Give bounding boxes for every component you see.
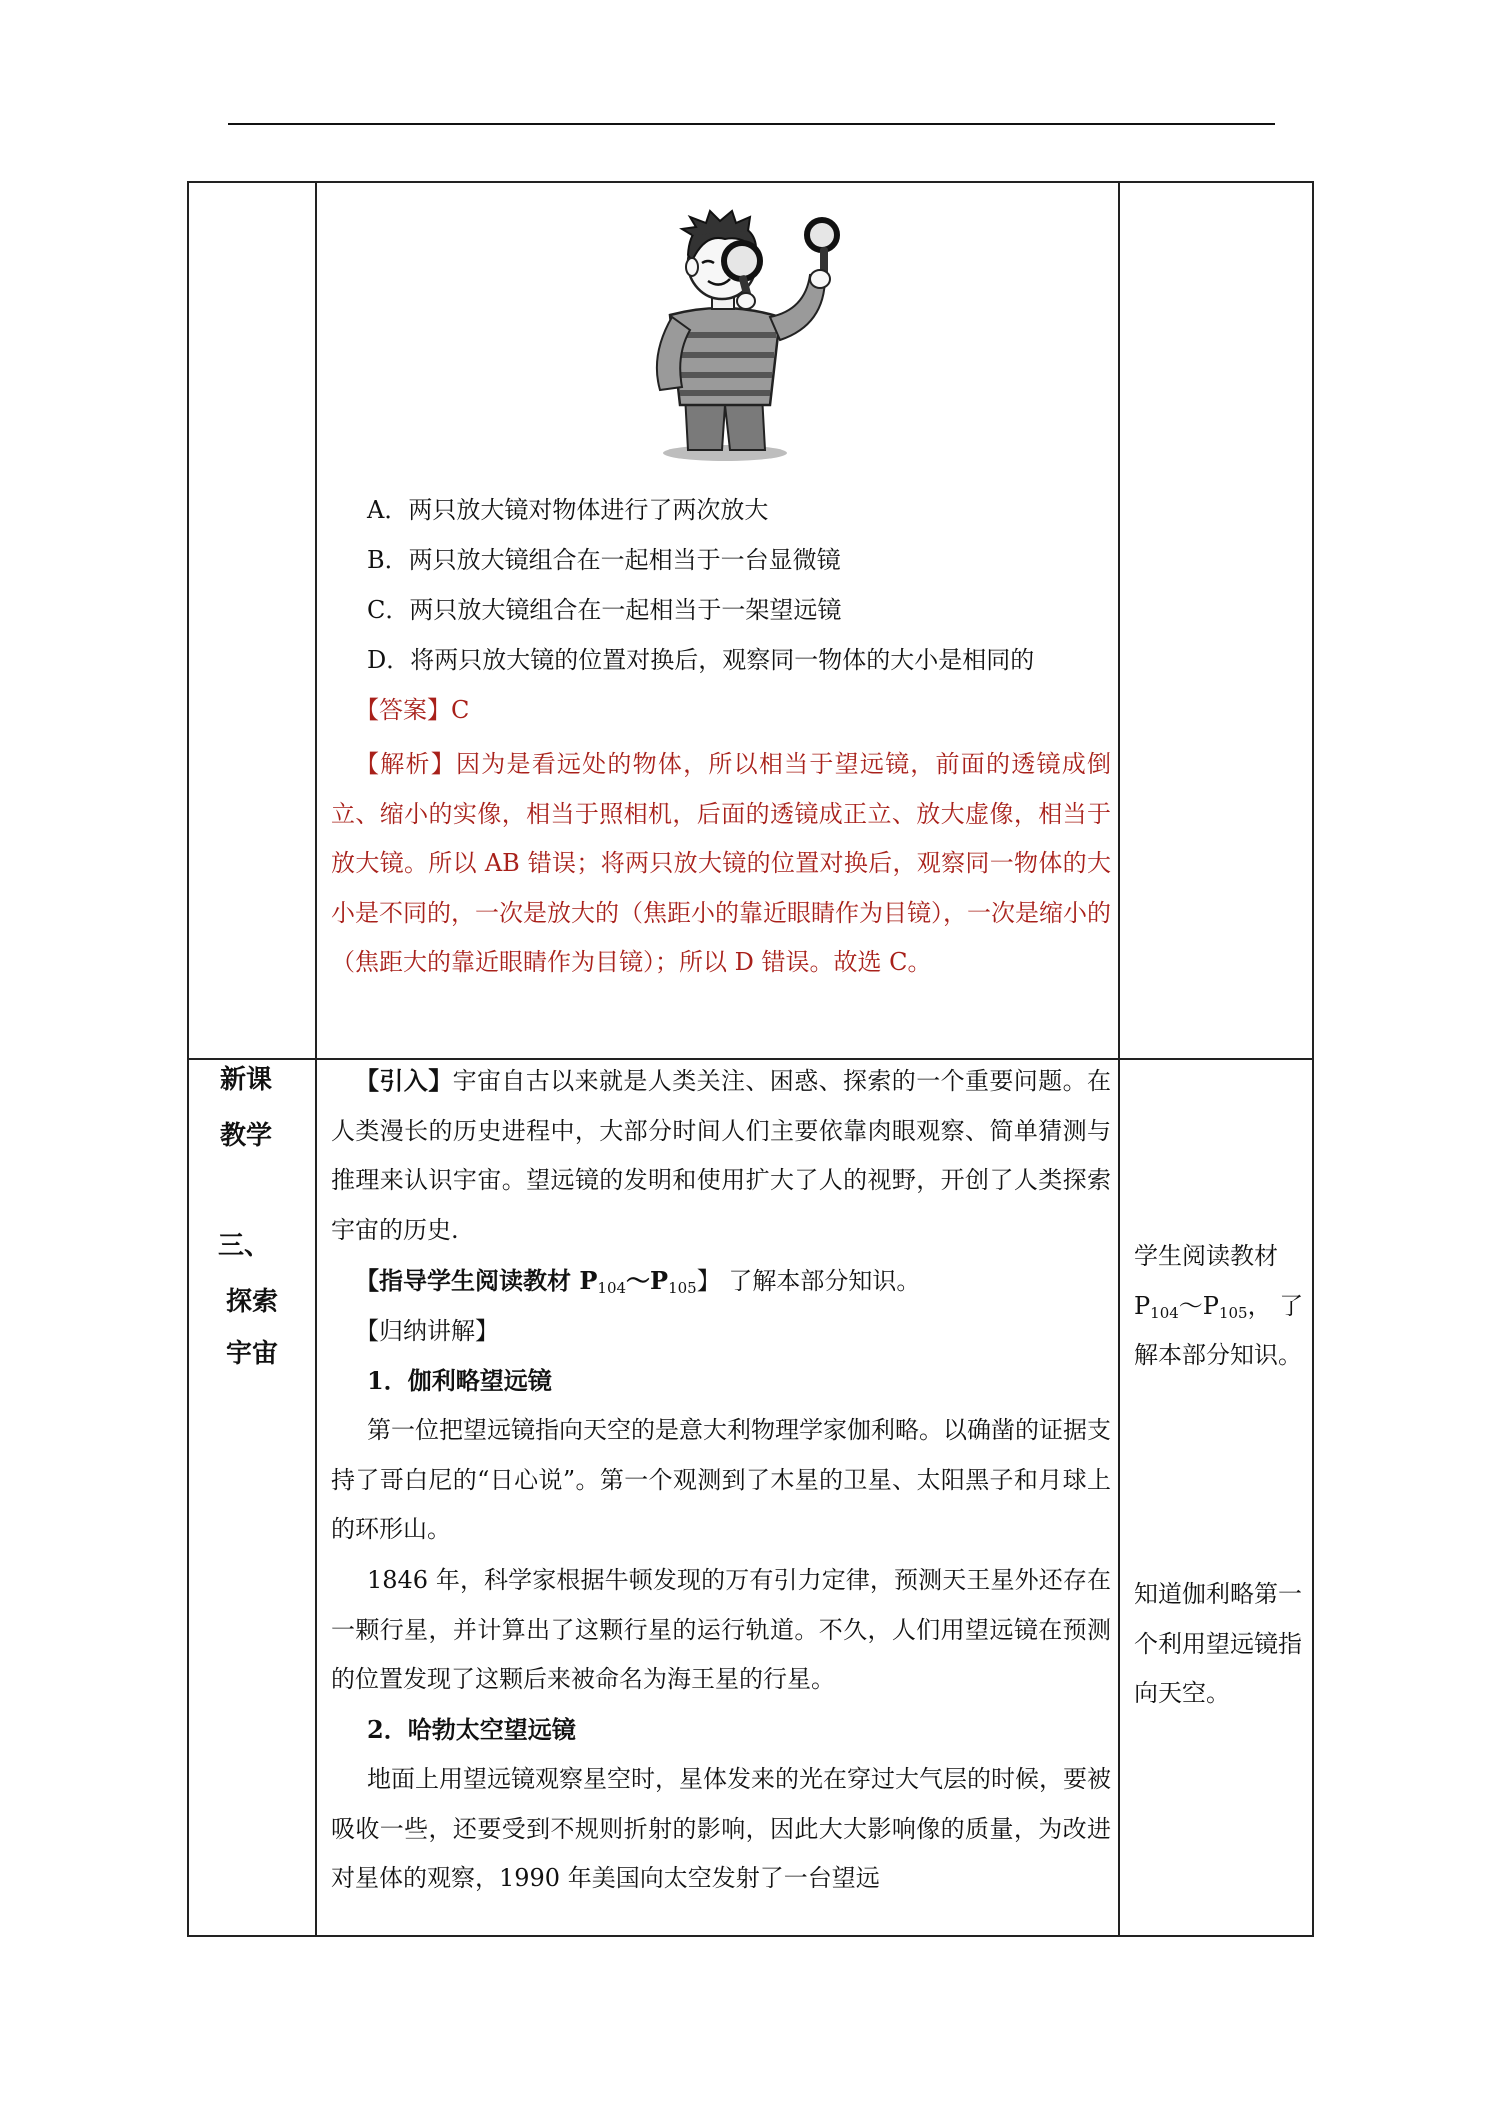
section-label-line5: 宇宙: [226, 1339, 279, 1369]
section-label-line2: 教学: [220, 1121, 273, 1151]
side-note-page-end: 105: [1218, 1303, 1248, 1322]
guide-page-start: 104: [597, 1279, 627, 1297]
analysis-paragraph: [331, 740, 1111, 988]
guide-prefix: 【指导学生阅读教材 P: [355, 1266, 598, 1295]
heading-galileo: 1．伽利略望远镜: [367, 1366, 552, 1395]
analysis-tag: 【解析】: [355, 750, 456, 778]
guide-page-end: 105: [668, 1279, 697, 1297]
summary-tag: 【归纳讲解】: [355, 1317, 499, 1345]
table-top-border: [187, 181, 1314, 183]
column-divider-left: [315, 181, 317, 1937]
hubble-paragraph: 地面上用望远镜观察星空时，星体发来的光在穿过大气层的时候，要被吸收一些，还要受到不规则折射的影响，因此大大影响像的质量，为改进对星体的观察，1990 年美国向太空发射了一台望远: [331, 1765, 1111, 1893]
answer-tag: 【答案】: [355, 696, 451, 724]
side-note-post: ， 了解本部分知识。: [1134, 1291, 1304, 1370]
side-note-mid: ～P: [1178, 1291, 1219, 1320]
side-note-reading: [1134, 1232, 1304, 1381]
intro-text: 宇宙自古以来就是人类关注、困惑、探索的一个重要问题。在人类漫长的历史进程中，大部分时间人们主要依靠肉眼观察、简单猜测与推理来认识宇宙。望远镜的发明和使用扩大了人的视野，开创了人类探索宇宙的历史.: [331, 1067, 1112, 1244]
section-label-line3: 三、: [218, 1231, 271, 1261]
table-bottom-border: [187, 1935, 1314, 1937]
column-divider-right: [1118, 181, 1120, 1937]
option-c: C．两只放大镜组合在一起相当于一架望远镜: [367, 596, 842, 624]
side-note-pre: 学生阅读教材 P: [1134, 1242, 1278, 1320]
guide-line: [355, 1261, 920, 1301]
option-b: B．两只放大镜组合在一起相当于一台显微镜: [367, 546, 841, 574]
answer-value: C: [451, 696, 470, 724]
table-right-border: [1312, 181, 1314, 1937]
table-left-border: [187, 181, 189, 1937]
galileo-paragraph: 第一位把望远镜指向天空的是意大利物理学家伽利略。以确凿的证据支持了哥白尼的“日心说”。第一个观测到了木星的卫星、太阳黑子和月球上的环形山。: [331, 1416, 1111, 1544]
section-label-line4: 探索: [226, 1287, 279, 1317]
section-label-line1: 新课: [220, 1065, 273, 1095]
neptune-paragraph: 1846 年，科学家根据牛顿发现的万有引力定律，预测天王星外还存在一颗行星，并计算出了这颗行星的运行轨道。不久，人们用望远镜在预测的位置发现了这颗后来被命名为海王星的行星。: [331, 1566, 1111, 1694]
header-rule: [228, 123, 1275, 125]
heading-hubble: 2．哈勃太空望远镜: [367, 1715, 576, 1744]
side-note-page-start: 104: [1150, 1303, 1179, 1322]
boy-with-magnifiers-illustration: [630, 205, 860, 465]
option-a: A．两只放大镜对物体进行了两次放大: [367, 496, 769, 524]
intro-tag: 【引入】: [355, 1066, 453, 1095]
side-note-galileo: 知道伽利略第一个利用望远镜指向天空。: [1134, 1580, 1302, 1708]
guide-suffix: 】 了解本部分知识。: [696, 1267, 921, 1295]
answer-line: [355, 690, 469, 730]
option-d: D．将两只放大镜的位置对换后，观察同一物体的大小是相同的: [367, 646, 1035, 674]
analysis-text: 因为是看远处的物体，所以相当于望远镜，前面的透镜成倒立、缩小的实像，相当于照相机，后面的透镜成正立、放大虚像，相当于放大镜。所以 AB 错误；将两只放大镜的位置对换后，观察同一物体的大小是不同的，一次是放大的（焦距小的靠近眼睛作为目镜），一次是缩小的（焦距大的靠近眼睛作为目镜）；所以 D 错误。故选 C。: [331, 750, 1112, 977]
intro-paragraph: [331, 1056, 1111, 1255]
guide-mid: ～P: [626, 1266, 669, 1295]
